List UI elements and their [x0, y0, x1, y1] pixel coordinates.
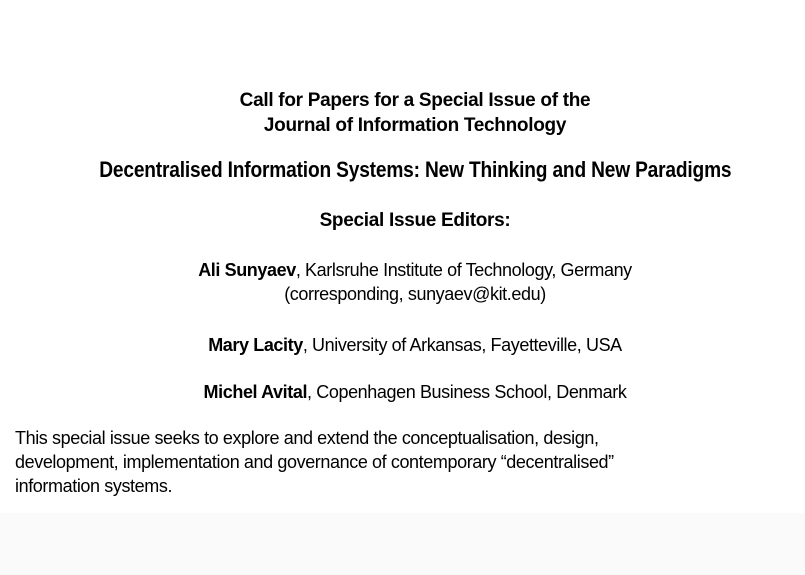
editor-line	[25, 380, 805, 404]
editor-line	[25, 258, 805, 282]
intro-line-1: This special issue seeks to explore and extend the conceptualisation, design,	[15, 428, 599, 448]
cfp-header-line-2: Journal of Information Technology	[263, 115, 567, 136]
special-issue-title: Decentralised Information Systems: New Thinking and New Paradigms	[98, 157, 732, 182]
editor-name: Mary Lacity	[208, 335, 303, 355]
editor-line	[25, 333, 805, 357]
cfp-header	[25, 0, 805, 138]
editor-affiliation: , Copenhagen Business School, Denmark	[307, 382, 627, 402]
title-row	[25, 157, 805, 186]
editor-note: (corresponding, sunyaev@kit.edu)	[284, 284, 546, 304]
intro-paragraph	[15, 426, 805, 498]
cfp-header-line-1: Call for Papers for a Special Issue of the	[239, 90, 591, 111]
editors-heading: Special Issue Editors:	[319, 210, 511, 231]
page-bottom-band	[0, 513, 805, 575]
editor-entry	[25, 380, 805, 404]
editor-affiliation: , University of Arkansas, Fayetteville, USA	[302, 335, 622, 355]
editor-name: Ali Sunyaev	[198, 260, 296, 280]
editor-entry	[25, 258, 805, 306]
intro-line-3: information systems.	[15, 476, 173, 496]
editor-entry	[25, 333, 805, 357]
intro-line-2: development, implementation and governance of contemporary “decentralised”	[15, 452, 614, 472]
editor-affiliation: , Karlsruhe Institute of Technology, Germany	[295, 260, 632, 280]
editor-name: Michel Avital	[203, 382, 308, 402]
document-content	[15, 0, 805, 498]
